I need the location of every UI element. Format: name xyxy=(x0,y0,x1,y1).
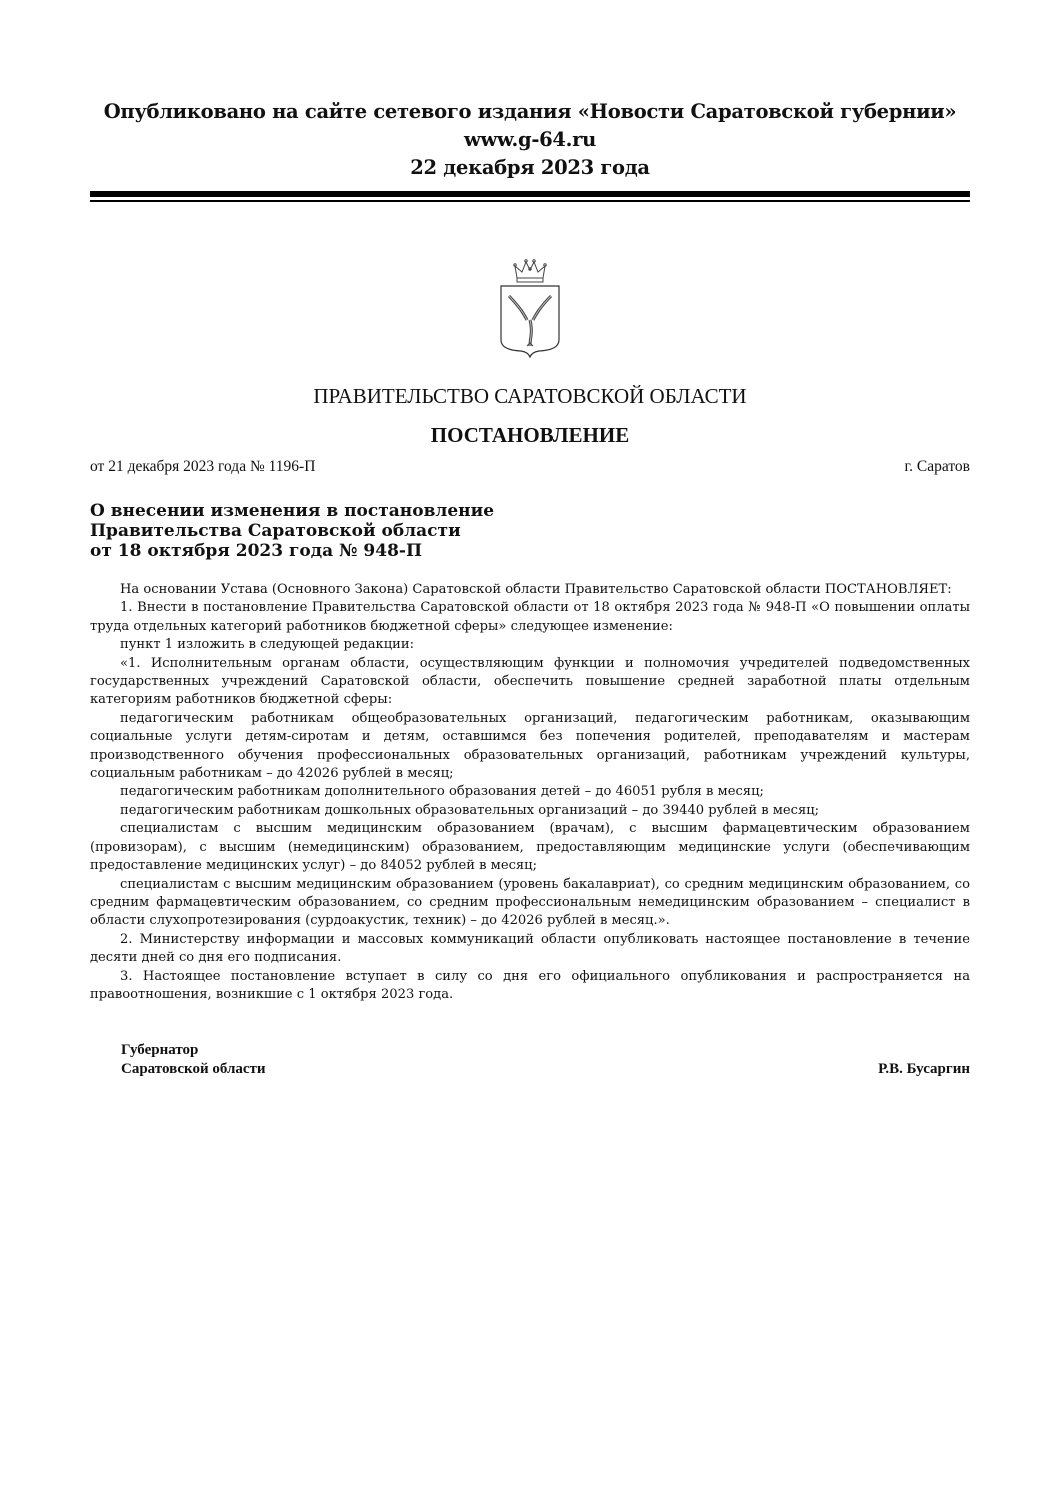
subject-line: Правительства Саратовской области xyxy=(90,521,461,541)
document-body xyxy=(90,581,970,1004)
issuer-name: ПРАВИТЕЛЬСТВО САРАТОВСКОЙ ОБЛАСТИ xyxy=(313,384,747,408)
document-subject xyxy=(90,501,610,561)
document-date-number: от 21 декабря 2023 года № 1196-П xyxy=(90,458,316,475)
body-paragraph: 3. Настоящее постановление вступает в силу со дня его официального опубликования и распространяется на правоотношения, возникшие с 1 октября 2023 года. xyxy=(90,968,970,1002)
signatory-title: Губернатор xyxy=(121,1042,199,1058)
body-paragraph: 1. Внести в постановление Правительства Саратовской области от 18 октября 2023 года № 948-П «О повышении оплаты труда отдельных категорий работников бюджетной сферы» следующее изменение: xyxy=(90,600,970,634)
signatory-position xyxy=(121,1041,266,1079)
body-paragraph: педагогическим работникам дополнительного образования детей – до 46051 рубля в месяц; xyxy=(120,784,764,800)
header-rule-thin xyxy=(90,200,970,202)
body-paragraph: специалистам с высшим медицинским образованием (уровень бакалавриат), со средним медицинским образованием, со средним фармацевтическим образованием, со средним профессиональным немедицинским образованием – специалист в области слухопротезирования (сурдоакустик, техник) – до 42026 рублей в месяц.». xyxy=(90,876,970,929)
body-paragraph: педагогическим работникам общеобразовательных организаций, педагогическим работникам, оказывающим социальные услуги детям-сиротам и детям, оставшимся без попечения родителей, преподавателям и мастерам производственного обучения профессиональных образовательных организаций, работникам учреждений культуры, социальным работникам – до 42026 рублей в месяц; xyxy=(90,710,970,782)
body-paragraph: «1. Исполнительным органам области, осуществляющим функции и полномочия учредителей подведомственных государственных учреждений Саратовской области, обеспечить повышение средней заработной платы отдельным категориям работников бюджетной сферы: xyxy=(90,655,970,708)
publication-header xyxy=(90,98,970,182)
publication-date: 22 декабря 2023 года xyxy=(410,156,650,179)
body-paragraph: 2. Министерству информации и массовых коммуникаций области опубликовать настоящее постановление в течение десяти дней со дня его подписания. xyxy=(90,931,970,966)
body-paragraph: пункт 1 изложить в следующей редакции: xyxy=(120,637,414,653)
publication-website: www.g-64.ru xyxy=(464,128,596,151)
body-paragraph: специалистам с высшим медицинским образованием (врачам), с высшим фармацевтическим образованием (провизорам), с высшим (немедицинским) образованием, предоставляющим медицинские услуги (обеспечивающим предоставление медицинских услуг) – до 84052 рублей в месяц; xyxy=(90,821,970,874)
signatory-region: Саратовской области xyxy=(121,1061,266,1077)
subject-line: О внесении изменения в постановление xyxy=(90,501,495,521)
body-paragraph: педагогическим работникам дошкольных образовательных организаций – до 39440 рублей в месяц; xyxy=(120,802,820,818)
publication-notice: Опубликовано на сайте сетевого издания «Новости Саратовской губернии» xyxy=(103,100,957,123)
saratov-coat-of-arms-icon xyxy=(497,258,563,358)
document-type: ПОСТАНОВЛЕНИЕ xyxy=(430,423,630,447)
body-paragraph: На основании Устава (Основного Закона) Саратовской области Правительство Саратовской области ПОСТАНОВЛЯЕТ: xyxy=(120,582,952,597)
subject-line: от 18 октября 2023 года № 948-П xyxy=(90,541,423,561)
document-city: г. Саратов xyxy=(904,458,970,475)
header-rule-thick xyxy=(90,191,970,197)
signatory-name: Р.В. Бусаргин xyxy=(878,1061,970,1077)
